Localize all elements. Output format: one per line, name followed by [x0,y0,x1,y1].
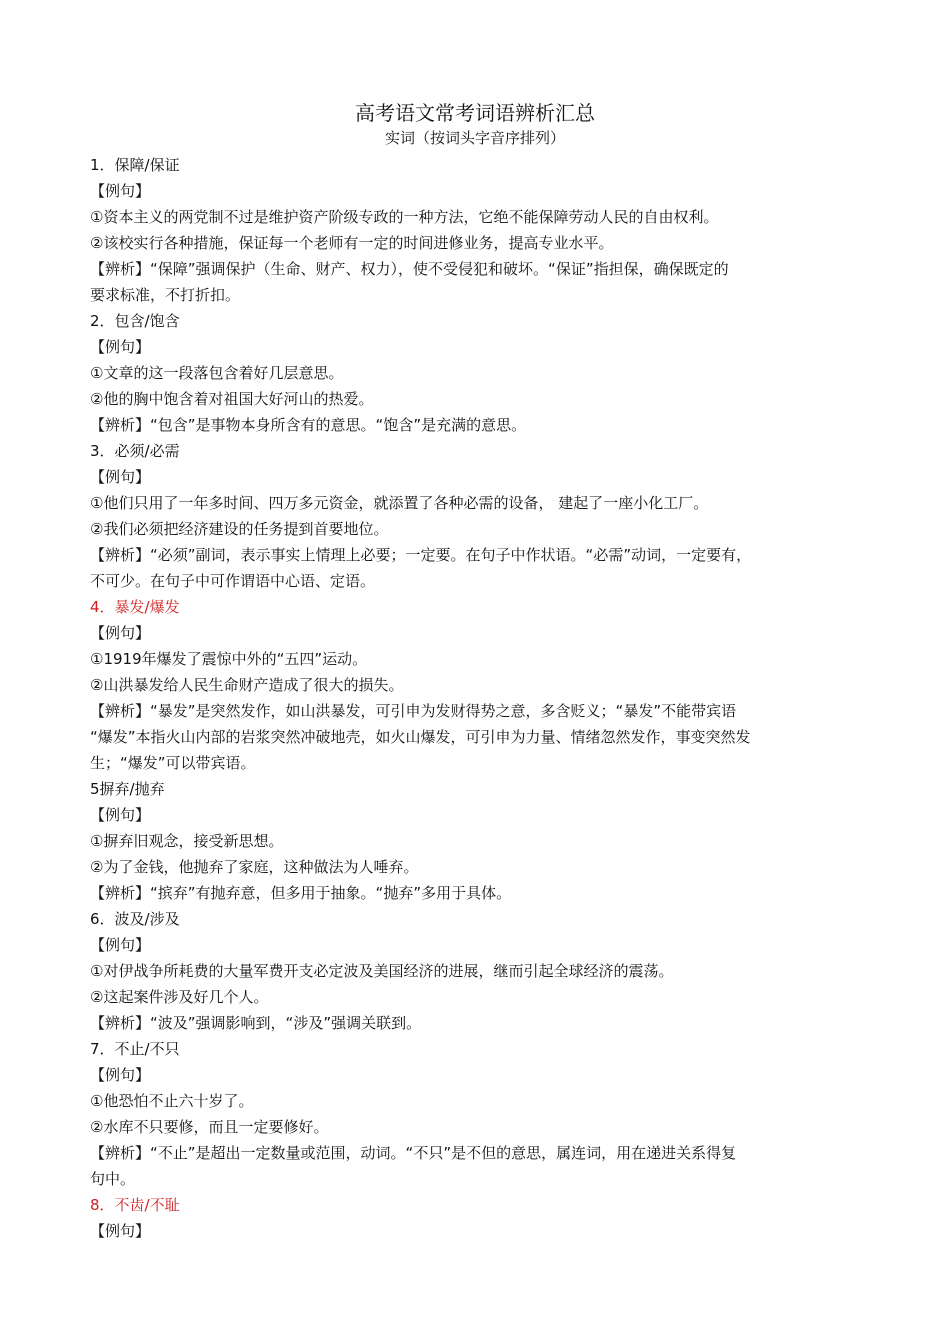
document-body [90,152,880,1244]
entry-heading-highlighted: 8．不齿/不耻 [90,1196,180,1214]
example-label: 【例句】 [90,1222,151,1240]
analysis-text: 【辨析】“必须”副词，表示事实上情理上必要；一定要。在句子中作状语。“必需”动词，一定要有， [90,546,752,564]
example-label: 【例句】 [90,182,151,200]
example-sentence: ②他的胸中饱含着对祖国大好河山的热爱。 [90,390,374,408]
example-sentence: ①1919年爆发了震惊中外的“五四”运动。 [90,650,368,668]
example-label: 【例句】 [90,468,151,486]
example-label: 【例句】 [90,624,151,642]
example-sentence: ②山洪暴发给人民生命财产造成了很大的损失。 [90,676,404,694]
entry-heading: 3．必须/必需 [90,442,180,460]
analysis-text: 【辨析】“摈弃”有抛弃意，但多用于抽象。“抛弃”多用于具体。 [90,884,512,902]
analysis-text: 不可少。在句子中可作谓语中心语、定语。 [90,572,376,590]
analysis-text: 【辨析】“保障”强调保护（生命、财产、权力），使不受侵犯和破坏。“保证”指担保，确保既定的 [90,260,729,278]
example-sentence: ②这起案件涉及好几个人。 [90,988,269,1006]
entry-heading: 6．波及/涉及 [90,910,180,928]
example-sentence: ①他们只用了一年多时间、四万多元资金，就添置了各种必需的设备， 建起了一座小化工厂。 [90,494,709,512]
example-label: 【例句】 [90,936,151,954]
example-label: 【例句】 [90,1066,151,1084]
analysis-text: 【辨析】“包含”是事物本身所含有的意思。“饱含”是充满的意思。 [90,416,527,434]
analysis-text: 【辨析】“暴发”是突然发作，如山洪暴发，可引申为发财得势之意，多含贬义；“暴发”不能带宾语 [90,702,737,720]
analysis-text: 【辨析】“不止”是超出一定数量或范围，动词。“不只”是不但的意思，属连词，用在递进关系得复 [90,1144,737,1162]
example-label: 【例句】 [90,806,151,824]
example-sentence: ①文章的这一段落包含着好几层意思。 [90,364,344,382]
example-sentence: ①他恐怕不止六十岁了。 [90,1092,254,1110]
example-sentence: ①摒弃旧观念，接受新思想。 [90,832,284,850]
analysis-text: 要求标准，不打折扣。 [90,286,241,304]
page-title: 高考语文常考词语辨析汇总 [355,101,595,125]
entry-heading: 5摒弃/抛弃 [90,780,165,798]
example-sentence: ①对伊战争所耗费的大量军费开支必定波及美国经济的进展，继而引起全球经济的震荡。 [90,962,674,980]
analysis-text: 生；“爆发”可以带宾语。 [90,754,256,772]
entry-heading-highlighted: 4．暴发/爆发 [90,598,180,616]
entry-heading: 2．包含/饱含 [90,312,180,330]
analysis-text: “爆发”本指火山内部的岩浆突然冲破地壳，如火山爆发，可引申为力量、情绪忽然发作，事变突然发 [90,728,751,746]
example-sentence: ②该校实行各种措施，保证每一个老师有一定的时间进修业务，提高专业水平。 [90,234,614,252]
example-sentence: ②为了金钱，他抛弃了家庭，这种做法为人唾弃。 [90,858,419,876]
entry-heading: 1．保障/保证 [90,156,180,174]
page-subtitle: 实词（按词头字音序排列） [384,129,565,147]
example-label: 【例句】 [90,338,151,356]
example-sentence: ②我们必须把经济建设的任务提到首要地位。 [90,520,389,538]
analysis-text: 【辨析】“波及”强调影响到，“涉及”强调关联到。 [90,1014,422,1032]
example-sentence: ①资本主义的两党制不过是维护资产阶级专政的一种方法，它绝不能保障劳动人民的自由权利。 [90,208,719,226]
entry-heading: 7．不止/不只 [90,1040,180,1058]
analysis-text: 句中。 [90,1170,136,1188]
example-sentence: ②水库不只要修，而且一定要修好。 [90,1118,329,1136]
